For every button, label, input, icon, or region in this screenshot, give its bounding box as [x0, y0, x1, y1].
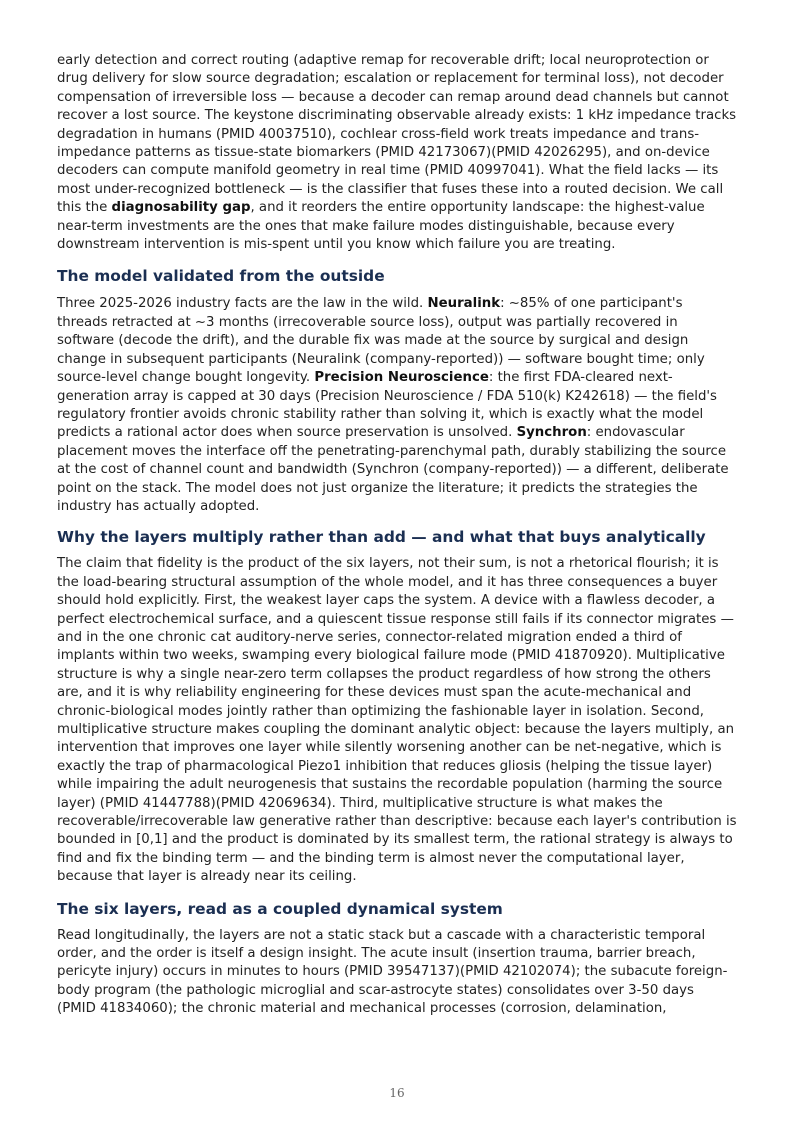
- term-synchron: Synchron: [516, 425, 587, 441]
- document-body: [57, 52, 737, 1019]
- term-neuralink: Neuralink: [427, 296, 501, 312]
- paragraph-cascade: Read longitudinally, the layers are not a static stack but a cascade with a characteristic temporal order, and the order is itself a design insight. The acute insult (insertion trauma, barrier breach, pericyte injury) occurs in minutes to hours (PMID 39547137)(PMID 42102074); the subacute foreign-body program (the pathologic microglial and scar-astrocyte states) consolidates over 3-50 days (PMID 41834060); the chronic material and mechanical processes (corrosion, delamination,: [57, 927, 728, 1017]
- section-heading-layers-multiply: Why the layers multiply rather than add — and what that buys analytically: [57, 528, 706, 547]
- paragraph-multiplicative: The claim that fidelity is the product of the six layers, not their sum, is not a rhetorical flourish; it is the load-bearing structural assumption of the whole model, and it has three consequences a buyer should hold explicitly. First, the weakest layer caps the system. A device with a flawless decoder, a perfect electrochemical surface, and a quiescent tissue response still fails if its connector migrates — and in the one chronic cat auditory-nerve series, connector-related migration ended a third of implants within two weeks, swamping every biological failure mode (PMID 41870920). Multiplicative structure is why a single near-zero term collapses the product regardless of how strong the others are, and it is why reliability engineering for these devices must span the acute-mechanical and chronic-biological modes jointly rather than optimizing the fashionable layer in isolation. Second, multiplicative structure makes coupling the dominant analytic object: because the layers multiply, an intervention that improves one layer while silently worsening another can be net-negative, which is exactly the trap of pharmacological Piezo1 inhibition that reduces gliosis (helping the tissue layer) while impairing the adult neurogenesis that sustains the recordable population (harming the source layer) (PMID 41447788)(PMID 42069634). Third, multiplicative structure is what makes the recoverable/irrecoverable law generative rather than descriptive: because each layer's contribution is bounded in [0,1] and the product is dominated by its smallest term, the rational strategy is always to find and fix the binding term — and the binding term is almost never the computational layer, because that layer is already near its ceiling.: [57, 556, 737, 885]
- term-precision-neuroscience: Precision Neuroscience: [314, 370, 489, 386]
- section-heading-six-layers: The six layers, read as a coupled dynamical system: [57, 899, 503, 918]
- page-number: 16: [389, 1086, 405, 1100]
- section-heading-model-validated: The model validated from the outside: [57, 267, 385, 286]
- term-diagnosability-gap: diagnosability gap: [111, 200, 251, 216]
- paragraph-industry-facts: Three 2025-2026 industry facts are the law in the wild. Neuralink: ~85% of one participant's threads retracted at ~3 months (irrecoverable source loss), output was partially recovered in software (decode the drift), and the durable fix was made at the source by surgical and design change in subsequent participants (Neuralink (company-reported)) — software bought time; only source-level change bought longevity. Precision Neuroscience: the first FDA-cleared next-generation array is capped at 30 days (Precision Neuroscience / FDA 510(k) K242618) — the field's regulatory frontier avoids chronic stability rather than solving it, which is exactly what the model predicts a rational actor does when source preservation is unsolved. Synchron: endovascular placement moves the interface off the penetrating-parenchymal path, durably stabilizing the source at the cost of channel count and bandwidth (Synchron (company-reported)) — a different, deliberate point on the stack. The model does not just organize the literature; it predicts the strategies the industry has actually adopted.: [57, 296, 729, 514]
- paragraph-diagnosability: early detection and correct routing (adaptive remap for recoverable drift; local neuroprotection or drug delivery for slow source degradation; escalation or replacement for terminal loss), not decoder compensation of irreversible loss — because a decoder can remap around dead channels but cannot recover a lost source. The keystone discriminating observable already exists: 1 kHz impedance tracks degradation in humans (PMID 40037510), cochlear cross-field work treats impedance and trans-impedance patterns as tissue-state biomarkers (PMID 42173067)(PMID 42026295), and on-device decoders can compute manifold geometry in real time (PMID 40997041). What the field lacks — its most under-recognized bottleneck — is the classifier that fuses these into a routed decision. We call this the diagnosability gap, and it reorders the entire opportunity landscape: the highest-value near-term investments are the ones that make failure modes distinguishable, because every downstream intervention is mis-spent until you know which failure you are treating.: [57, 53, 737, 253]
